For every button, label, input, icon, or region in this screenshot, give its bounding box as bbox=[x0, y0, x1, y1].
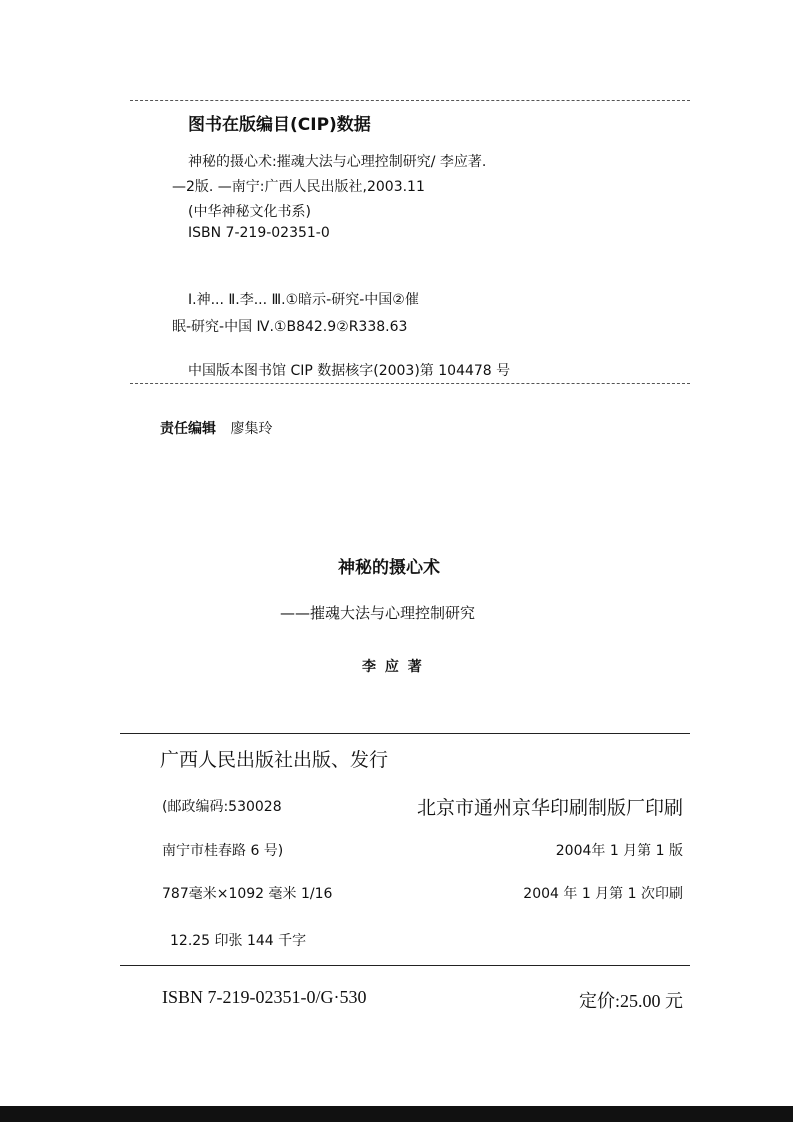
printing: 2004 年 1 月第 1 次印刷 bbox=[523, 886, 683, 902]
cip-line: (中华神秘文化书系) bbox=[188, 204, 311, 220]
divider-imprint-bottom bbox=[120, 965, 690, 966]
isbn: ISBN 7-219-02351-0/G·530 bbox=[162, 987, 367, 1007]
divider-top bbox=[130, 100, 690, 101]
divider-cip-bottom bbox=[130, 383, 690, 384]
cip-heading: 图书在版编目(CIP)数据 bbox=[188, 115, 371, 135]
editor-label: 责任编辑 bbox=[160, 421, 216, 437]
cip-classification: 眠-研究-中国 Ⅳ.①B842.9②R338.63 bbox=[172, 319, 408, 335]
sheets: 12.25 印张 144 千字 bbox=[170, 933, 307, 949]
cip-line: —2版. —南宁:广西人民出版社,2003.11 bbox=[172, 179, 425, 195]
book-author: 李 应 著 bbox=[362, 659, 424, 675]
cip-line: 神秘的摄心术:摧魂大法与心理控制研究/ 李应著. bbox=[188, 154, 487, 170]
book-title: 神秘的摄心术 bbox=[338, 558, 440, 578]
scan-edge-bar bbox=[0, 1106, 793, 1122]
cip-record: 中国版本图书馆 CIP 数据核字(2003)第 104478 号 bbox=[188, 363, 511, 379]
cip-classification: Ⅰ.神... Ⅱ.李... Ⅲ.①暗示-研究-中国②催 bbox=[188, 292, 419, 308]
publisher: 广西人民出版社出版、发行 bbox=[160, 750, 389, 771]
printer: 北京市通州京华印刷制版厂印刷 bbox=[416, 798, 683, 819]
cip-isbn: ISBN 7-219-02351-0 bbox=[188, 225, 330, 241]
book-subtitle: ——摧魂大法与心理控制研究 bbox=[280, 604, 476, 622]
edition: 2004年 1 月第 1 版 bbox=[555, 843, 683, 859]
editor bbox=[160, 418, 272, 438]
address: 南宁市桂春路 6 号) bbox=[162, 843, 284, 859]
divider-imprint-top bbox=[120, 733, 690, 734]
postcode: (邮政编码:530028 bbox=[162, 799, 282, 815]
format: 787毫米×1092 毫米 1/16 bbox=[162, 886, 333, 902]
editor-name: 廖集玲 bbox=[230, 421, 273, 437]
price: 定价:25.00 元 bbox=[578, 991, 683, 1011]
